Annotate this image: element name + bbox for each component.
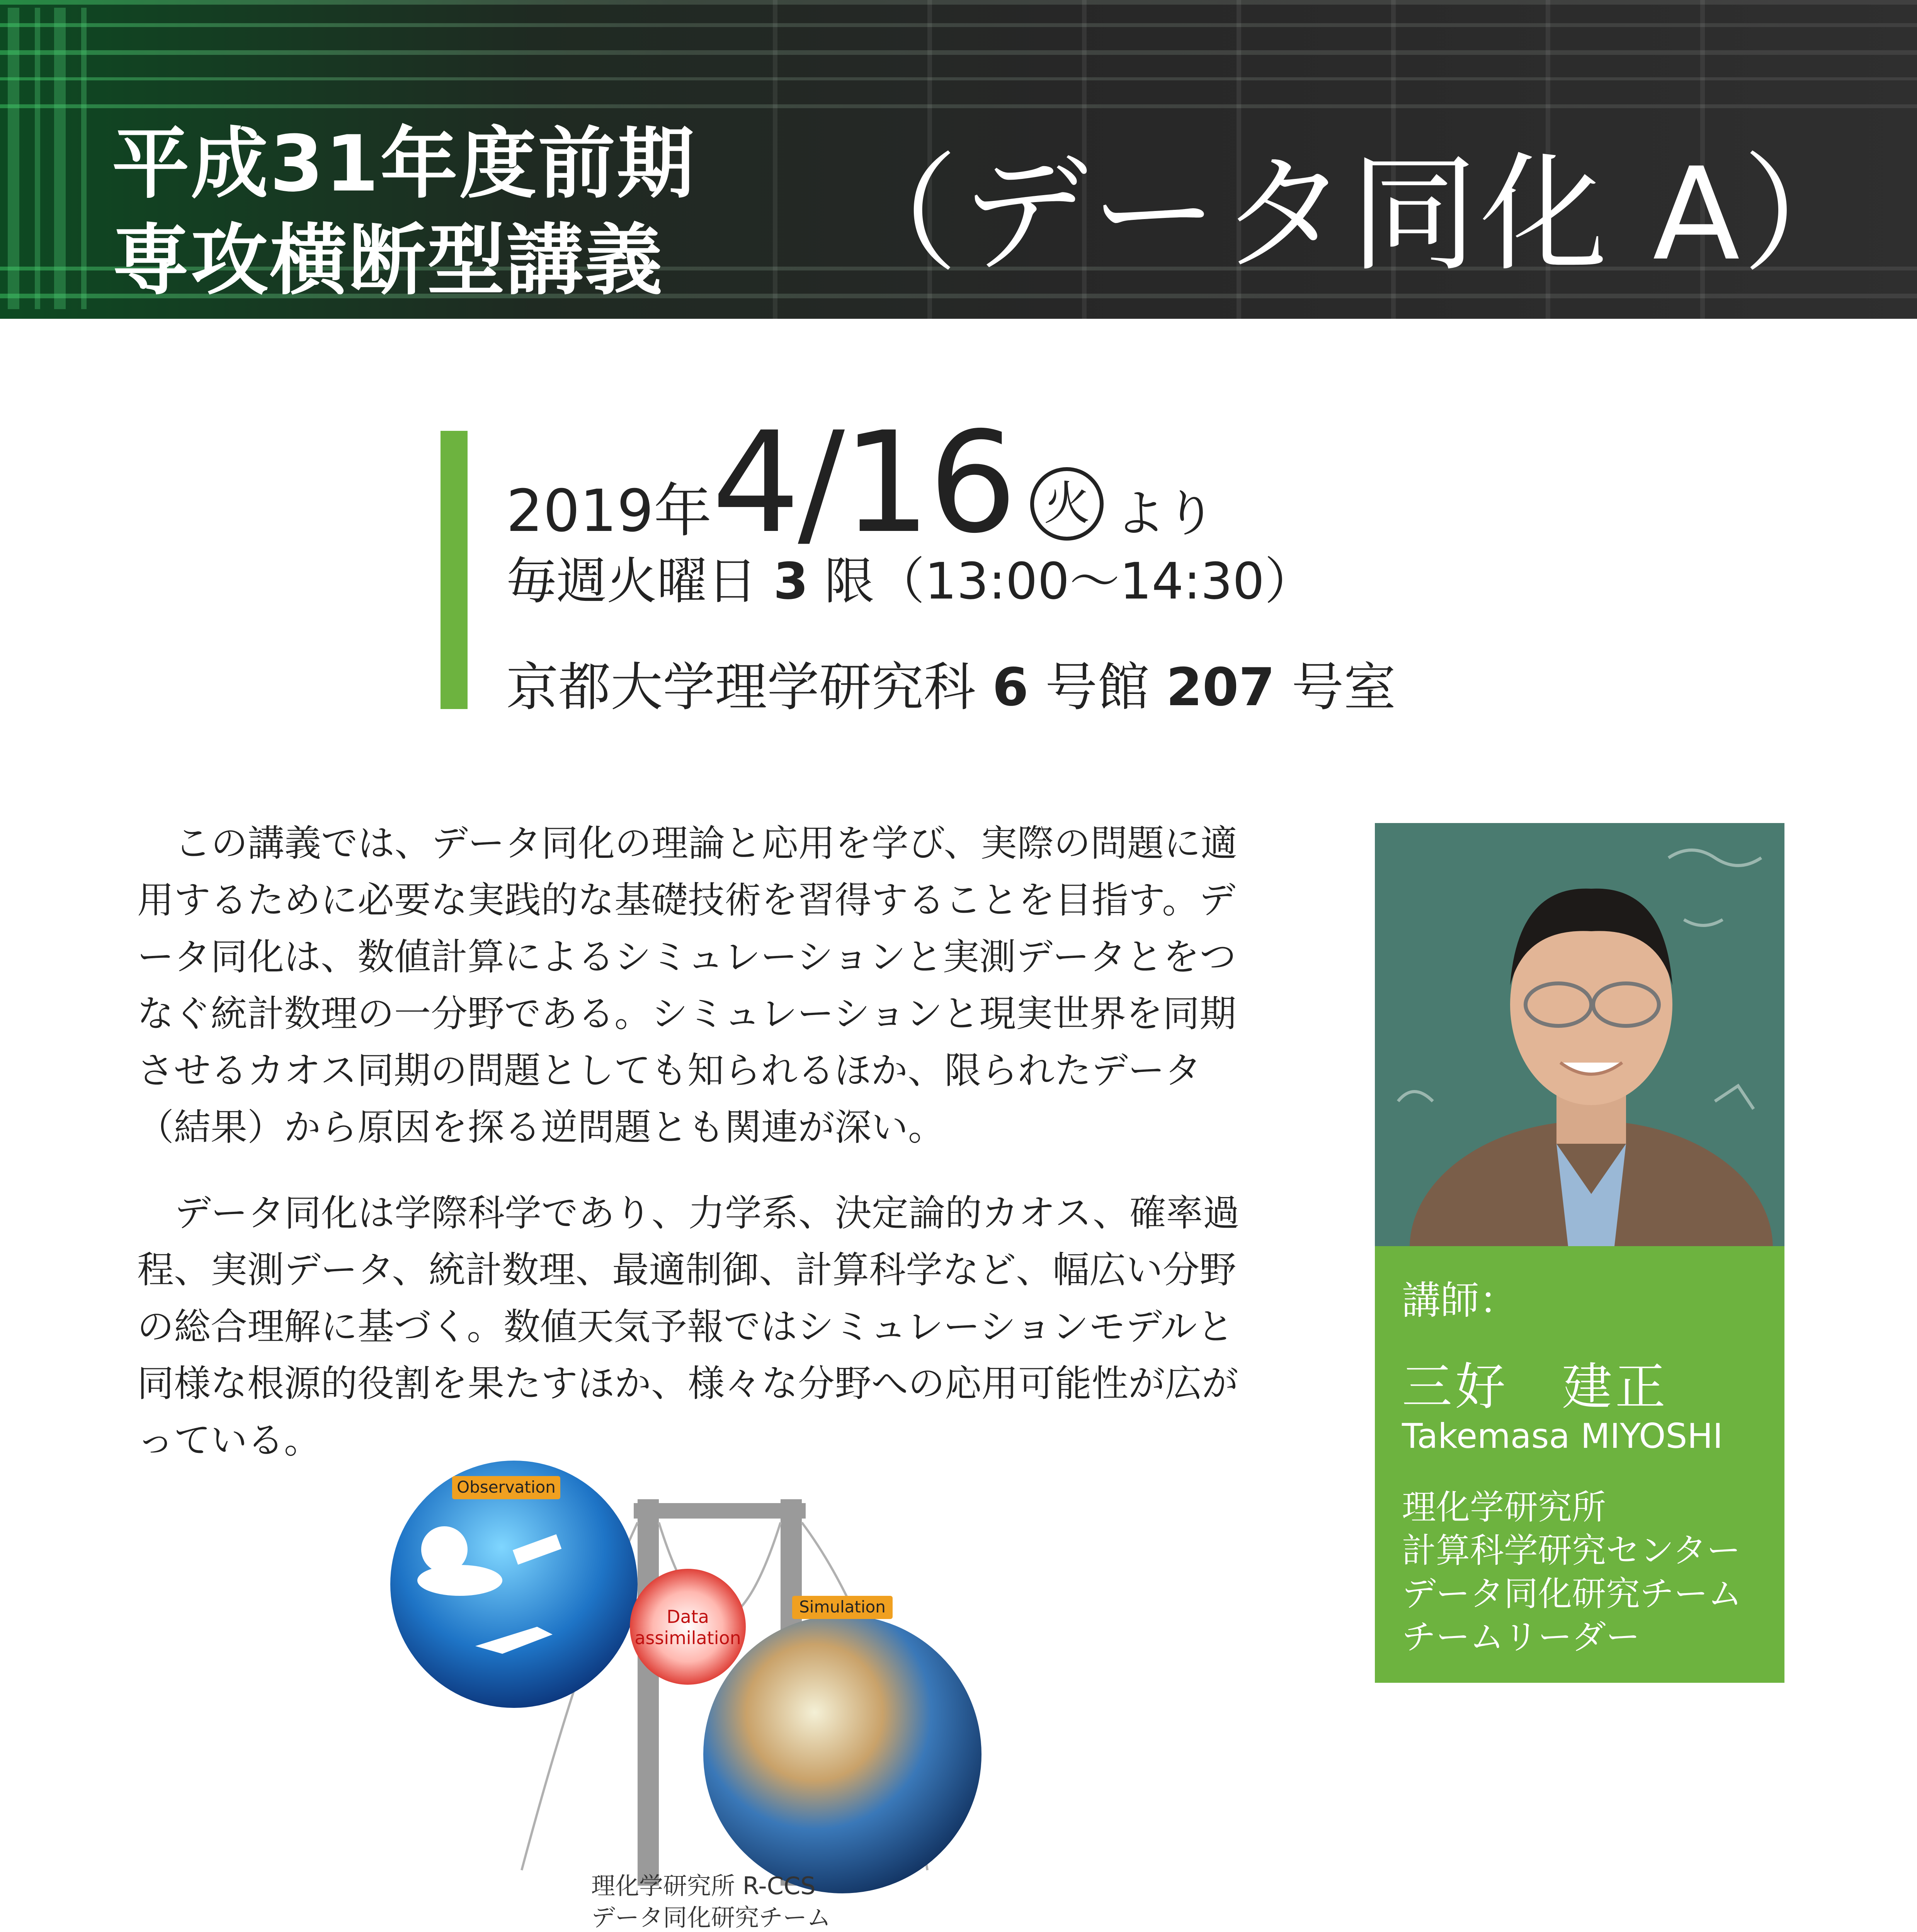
course-description bbox=[137, 815, 1250, 1498]
figure-caption bbox=[591, 1870, 831, 1932]
start-date bbox=[506, 402, 1216, 564]
class-location bbox=[506, 645, 1396, 720]
lecturer-card bbox=[1375, 1246, 1784, 1683]
data-assimilation-diagram bbox=[367, 1445, 1024, 1928]
lecturer-name-ja: 三好 建正 bbox=[1402, 1357, 1669, 1416]
location-prefix: 京都大学理学研究科 bbox=[506, 657, 992, 718]
affiliation-line: 理化学研究所 bbox=[1402, 1487, 1606, 1527]
observation-label: Observation bbox=[457, 1478, 556, 1497]
lecturer-affiliation bbox=[1402, 1486, 1742, 1659]
title-line-1: 平成31年度前期 bbox=[112, 119, 696, 209]
affiliation-line: チームリーダー bbox=[1402, 1617, 1640, 1657]
lecturer-portrait-graphic bbox=[1375, 823, 1784, 1246]
class-period bbox=[506, 541, 1315, 613]
building-number: 6 bbox=[992, 657, 1029, 718]
room-suffix: 号室 bbox=[1275, 657, 1396, 718]
period-suffix: 限（13:00〜14:30） bbox=[808, 552, 1315, 611]
figure-caption-line: データ同化研究チーム bbox=[591, 1903, 831, 1932]
assimilation-label-2: assimilation bbox=[634, 1628, 741, 1648]
header-banner bbox=[0, 0, 1917, 319]
semester-title bbox=[112, 116, 696, 309]
assimilation-label-1: Data bbox=[667, 1606, 709, 1627]
lecturer-role: 講師： bbox=[1402, 1278, 1518, 1323]
description-paragraph-1: この講義では、データ同化の理論と応用を学び、実際の問題に適用するために必要な実践的な基礎技術を習得することを目指す。データ同化は、数値計算によるシミュレーションと実測データとをつなぐ統計数理の一分野である。シミュレーションと現実世界を同期させるカオス同期の問題としても知られるほか、限られたデータ（結果）から原因を探る逆問題とも関連が深い。 bbox=[137, 822, 1238, 1149]
period-prefix: 毎週火曜日 bbox=[506, 552, 774, 611]
figure-caption-line: 理化学研究所 R-CCS bbox=[591, 1872, 816, 1900]
weekday-badge: 火 bbox=[1030, 467, 1104, 541]
start-suffix: より bbox=[1115, 484, 1216, 543]
affiliation-line: データ同化研究チーム bbox=[1402, 1574, 1742, 1614]
building-suffix: 号館 bbox=[1028, 657, 1166, 718]
start-month-day: 4/16 bbox=[711, 402, 1015, 564]
description-paragraph-2: データ同化は学際科学であり、力学系、決定論的カオス、確率過程、実測データ、統計数理、最適制御、計算科学など、幅広い分野の総合理解に基づく。数値天気予報ではシミュレーションモデルと同様な根源的役割を果たすほか、様々な分野への応用可能性が広がっている。 bbox=[137, 1192, 1240, 1462]
lecturer-photo bbox=[1375, 823, 1784, 1246]
start-year: 2019年 bbox=[506, 478, 712, 545]
simulation-label: Simulation bbox=[799, 1597, 886, 1616]
period-number: 3 bbox=[773, 552, 808, 611]
simulation-earth bbox=[703, 1615, 981, 1893]
lecturer-name-en: Takemasa MIYOSHI bbox=[1402, 1416, 1723, 1456]
affiliation-line: 計算科学研究センター bbox=[1402, 1531, 1741, 1570]
course-title: （データ同化 A） bbox=[831, 140, 1872, 289]
title-line-2: 専攻横断型講義 bbox=[112, 216, 664, 306]
accent-bar bbox=[441, 431, 468, 709]
room-number: 207 bbox=[1166, 657, 1275, 718]
